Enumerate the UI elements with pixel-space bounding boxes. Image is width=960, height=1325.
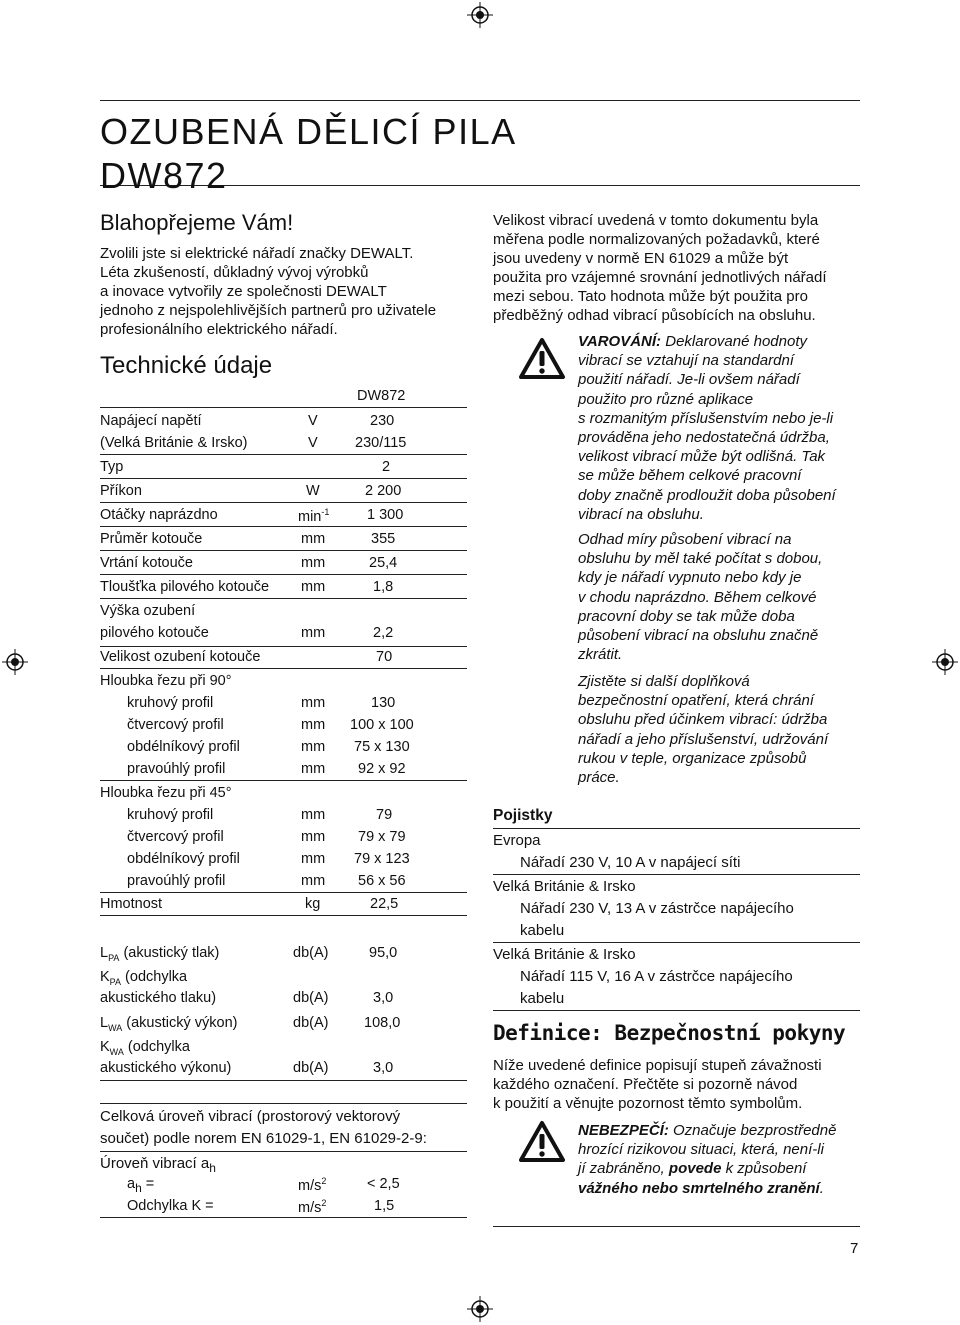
table-row: Velikost ozubení kotouče 70 — [100, 646, 467, 669]
danger-triangle-icon — [518, 1120, 566, 1164]
footer-rule — [493, 1226, 860, 1227]
vibration-estimate-text: Odhad míry působení vibrací na obsluhu by měl také počítat s dobou, kdy je nářadí vypnuto nebo kdy je v chodu naprázdno. Během celkové pracovní doby se tak může doba působení vibrací na obsluhu značně zkrátit. — [578, 531, 823, 664]
table-row: Hmotnost kg 22,5 — [100, 893, 467, 916]
cut45-block: Hloubka řezu při 45° kruhový profil mm 79 čtvercový profil mm 79 x 79 obdélníkový profil mm 79 x 123 pravoúhlý profil mm 56 x 56 — [100, 782, 467, 893]
intro-heading: Blahopřejeme Vám! — [100, 210, 294, 235]
definitions-text: Níže uvedené definice popisují stupeň závažnosti každého označení. Přečtěte si pozorně návod k použití a věnujte pozornost těmto symbolům. — [493, 1057, 822, 1112]
page-title: OZUBENÁ DĚLICÍ PILA DW872 — [100, 111, 517, 196]
registration-mark-icon — [2, 649, 28, 675]
table-row: Napájecí napětí V 230 — [100, 413, 395, 429]
table-row: Příkon W 2 200 — [100, 480, 467, 503]
table-row: $L_{WA}$ (akustický výkon) db(A) 108,0 — [100, 1015, 401, 1033]
warning-triangle-icon — [518, 337, 566, 381]
model-header: DW872 — [357, 388, 406, 404]
table-header-row — [100, 385, 467, 408]
intro-text: Zvolili jste si elektrické nářadí značky DEWALT. Léta zkušeností, důkladný vývoj výrobků a inovace vytvořily ze společnosti DEWALT jednoho z nejspolehlivějších partnerů pro uživatele profesionálního elektrického nářadí. — [100, 245, 437, 338]
top-rule — [100, 100, 860, 101]
registration-mark-icon — [932, 649, 958, 675]
table-row: $L_{PA}$ (akustický tlak) db(A) 95,0 — [100, 945, 398, 963]
registration-mark-icon — [467, 1296, 493, 1322]
fuses-heading: Pojistky — [493, 807, 553, 824]
vibration-level-label: Úroveň vibrací $a_h$ — [100, 1155, 216, 1175]
table-row: Tloušťka pilového kotouče mm 1,8 — [100, 576, 467, 599]
definitions-heading: Definice: Bezpečnostní pokyny — [493, 1021, 846, 1045]
vibration-k-value: 1,5 — [374, 1198, 395, 1214]
vibration-description: Velikost vibrací uvedená v tomto dokumentu byla měřena podle normalizovaných požadavků, které jsou uvedeny v normě EN 61029 a může být použita pro vzájemné srovnání jednotlivých nářadí mezi sebou. Tato hodnota může být použita pro předběžný odhad vibrací působících na obsluhu. — [493, 212, 827, 324]
cut90-block: Hloubka řezu při 90° kruhový profil mm 130 čtvercový profil mm 100 x 100 obdélníkový profil mm 75 x 130 pravoúhlý profil mm 92 x 92 — [100, 670, 467, 781]
vibration-top-rule — [100, 1103, 467, 1104]
vibration-k-unit: $m/s^2$ — [298, 1198, 327, 1216]
page-number: 7 — [850, 1240, 859, 1257]
vibration-ah-unit: $m/s^2$ — [298, 1176, 327, 1194]
table-row: Typ 2 — [100, 456, 467, 479]
table-row: Průměr kotouče mm 355 — [100, 528, 467, 551]
warning-text: VAROVÁNÍ: Deklarované hodnoty vibrací se vztahují na standardní použití nářadí. Je-li ovšem nářadí použito pro různé aplikace s rozmanitým příslušenstvím nebo je-li prováděna jeho nedostatečná údržba, velikost vibrací může být odlišná. Tak se může během celkové pracovní doby značně prodloužit doba působení vibrací na obsluhu. — [578, 333, 836, 523]
vibration-intro: Celková úroveň vibrací (prostorový vektorový součet) podle norem EN 61029-1, EN 61029-2-9: — [100, 1108, 427, 1147]
table-row: $K_{PA}$ (odchylka akustického tlaku) db(A) 3,0 — [100, 969, 394, 1006]
table-row: (Velká Británie & Irsko) V 230/115 — [100, 432, 467, 455]
table-row: Otáčky naprázdno $\min^{-1}$ 1 300 — [100, 504, 467, 527]
table-row: Výška ozubení pilového kotouče mm 2,2 — [100, 600, 467, 647]
table-row: $K_{WA}$ (odchylka akustického výkonu) db(A) 3,0 — [100, 1036, 467, 1081]
tech-heading: Technické údaje — [100, 352, 273, 379]
vibration-ah-value: < 2,5 — [367, 1176, 400, 1192]
vibration-bottom-rule — [100, 1217, 467, 1218]
danger-text: NEBEZPEČÍ: Označuje bezprostředně hrozící rizikovou situaci, která, není-li jí zabráněno, povede k způsobení vážného nebo smrtelného zranění. — [578, 1122, 837, 1197]
table-row: Vrtání kotouče mm 25,4 — [100, 552, 467, 575]
safety-measures-text: Zjistěte si další doplňková bezpečnostní opatření, která chrání obsluhu před účinkem vibrací: údržba nářadí a jeho příslušenství, udržování rukou v teple, organizace způsobů práce. — [578, 673, 829, 787]
vibration-ah-row: $a_h$ = — [127, 1176, 155, 1195]
vibration-mid-rule — [100, 1151, 467, 1152]
vibration-k-label: Odchylka K = — [127, 1198, 214, 1214]
registration-mark-icon — [467, 2, 493, 28]
